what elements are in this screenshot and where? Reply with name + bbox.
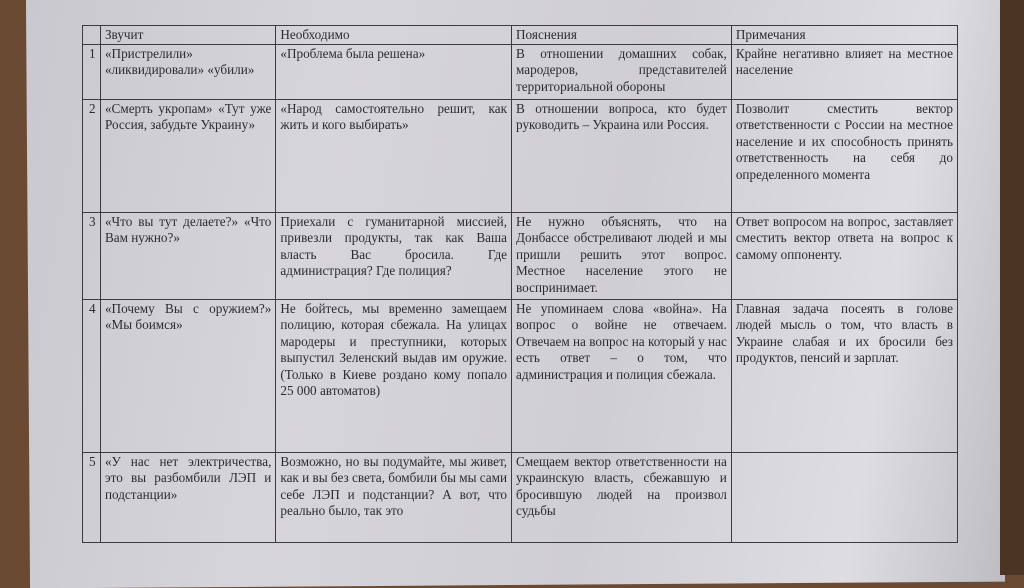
cell-needed: Возможно, но вы подумайте, мы живет, как и вы без света, бомбили бы мы сами себе ЛЭП и подстанции? А вот, что реально было, так это — [276, 452, 512, 542]
cell-explanation: Не упоминаем слова «война». На вопрос о войне не отвечаем. Отвечаем на вопрос на который у нас есть ответ – о том, что администрация и полиция сбежала. — [512, 299, 732, 452]
cell-sounds: «Смерть укропам» «Тут уже Россия, забудьте Украину» — [100, 99, 275, 212]
document-table — [82, 25, 958, 543]
cell-explanation: В отношении вопроса, кто будет руководить – Украина или Россия. — [512, 99, 732, 212]
cell-notes — [731, 452, 957, 542]
cell-notes: Крайне негативно влияет на местное население — [731, 44, 957, 99]
cell-needed: «Проблема была решена» — [276, 44, 512, 99]
cell-sounds: «Почему Вы с оружием?» «Мы боимся» — [100, 299, 275, 452]
table-row — [83, 99, 958, 212]
header-sounds: Звучит — [100, 26, 275, 45]
cell-needed: Приехали с гуманитарной миссией, привезли продукты, так как Ваша власть Вас бросила. Где администрация? Где полиция? — [276, 212, 512, 299]
cell-notes: Ответ вопросом на вопрос, заставляет сместить вектор ответа на вопрос к самому оппоненту. — [731, 212, 957, 299]
cell-needed: Не бойтесь, мы временно замещаем полицию, которая сбежала. На улицах мародеры и преступники, которых выпустил Зеленский выдав им оружие. (Только в Киеве роздано кому попало 25 000 автоматов) — [276, 299, 512, 452]
cell-explanation: В отношении домашних собак, мародеров, представителей территориальной обороны — [512, 44, 732, 99]
cell-notes: Главная задача посеять в голове людей мысль о том, что власть в Украине слабая и их бросили без продуктов, пенсий и зарплат. — [731, 299, 957, 452]
cell-explanation: Смещаем вектор ответственности на украинскую власть, сбежавшую и бросившую людей на произвол судьбы — [512, 452, 732, 542]
cell-sounds: «Пристрелили» «ликвидировали» «убили» — [100, 44, 275, 99]
table-surface — [1000, 0, 1024, 575]
row-number: 5 — [83, 452, 101, 542]
table-row — [83, 299, 958, 452]
cell-sounds: «Что вы тут делаете?» «Что Вам нужно?» — [100, 212, 275, 299]
header-explanation: Пояснения — [512, 26, 732, 45]
cell-needed: «Народ самостоятельно решит, как жить и кого выбирать» — [276, 99, 512, 212]
header-num — [83, 26, 101, 45]
header-row — [83, 26, 958, 45]
row-number: 1 — [83, 44, 101, 99]
cell-sounds: «У нас нет электричества, это вы разбомбили ЛЭП и подстанции» — [100, 452, 275, 542]
cell-notes: Позволит сместить вектор ответственности с России на местное население и их способность принять ответственность на себя до определенного момента — [731, 99, 957, 212]
table-row — [83, 452, 958, 542]
table-row — [83, 212, 958, 299]
cell-explanation: Не нужно объяснять, что на Донбассе обстреливают людей и мы пришли решить этот вопрос. Местное население этого не воспринимает. — [512, 212, 732, 299]
header-needed: Необходимо — [276, 26, 512, 45]
row-number: 2 — [83, 99, 101, 212]
row-number: 3 — [83, 212, 101, 299]
table-row — [83, 44, 958, 99]
header-notes: Примечания — [731, 26, 957, 45]
row-number: 4 — [83, 299, 101, 452]
